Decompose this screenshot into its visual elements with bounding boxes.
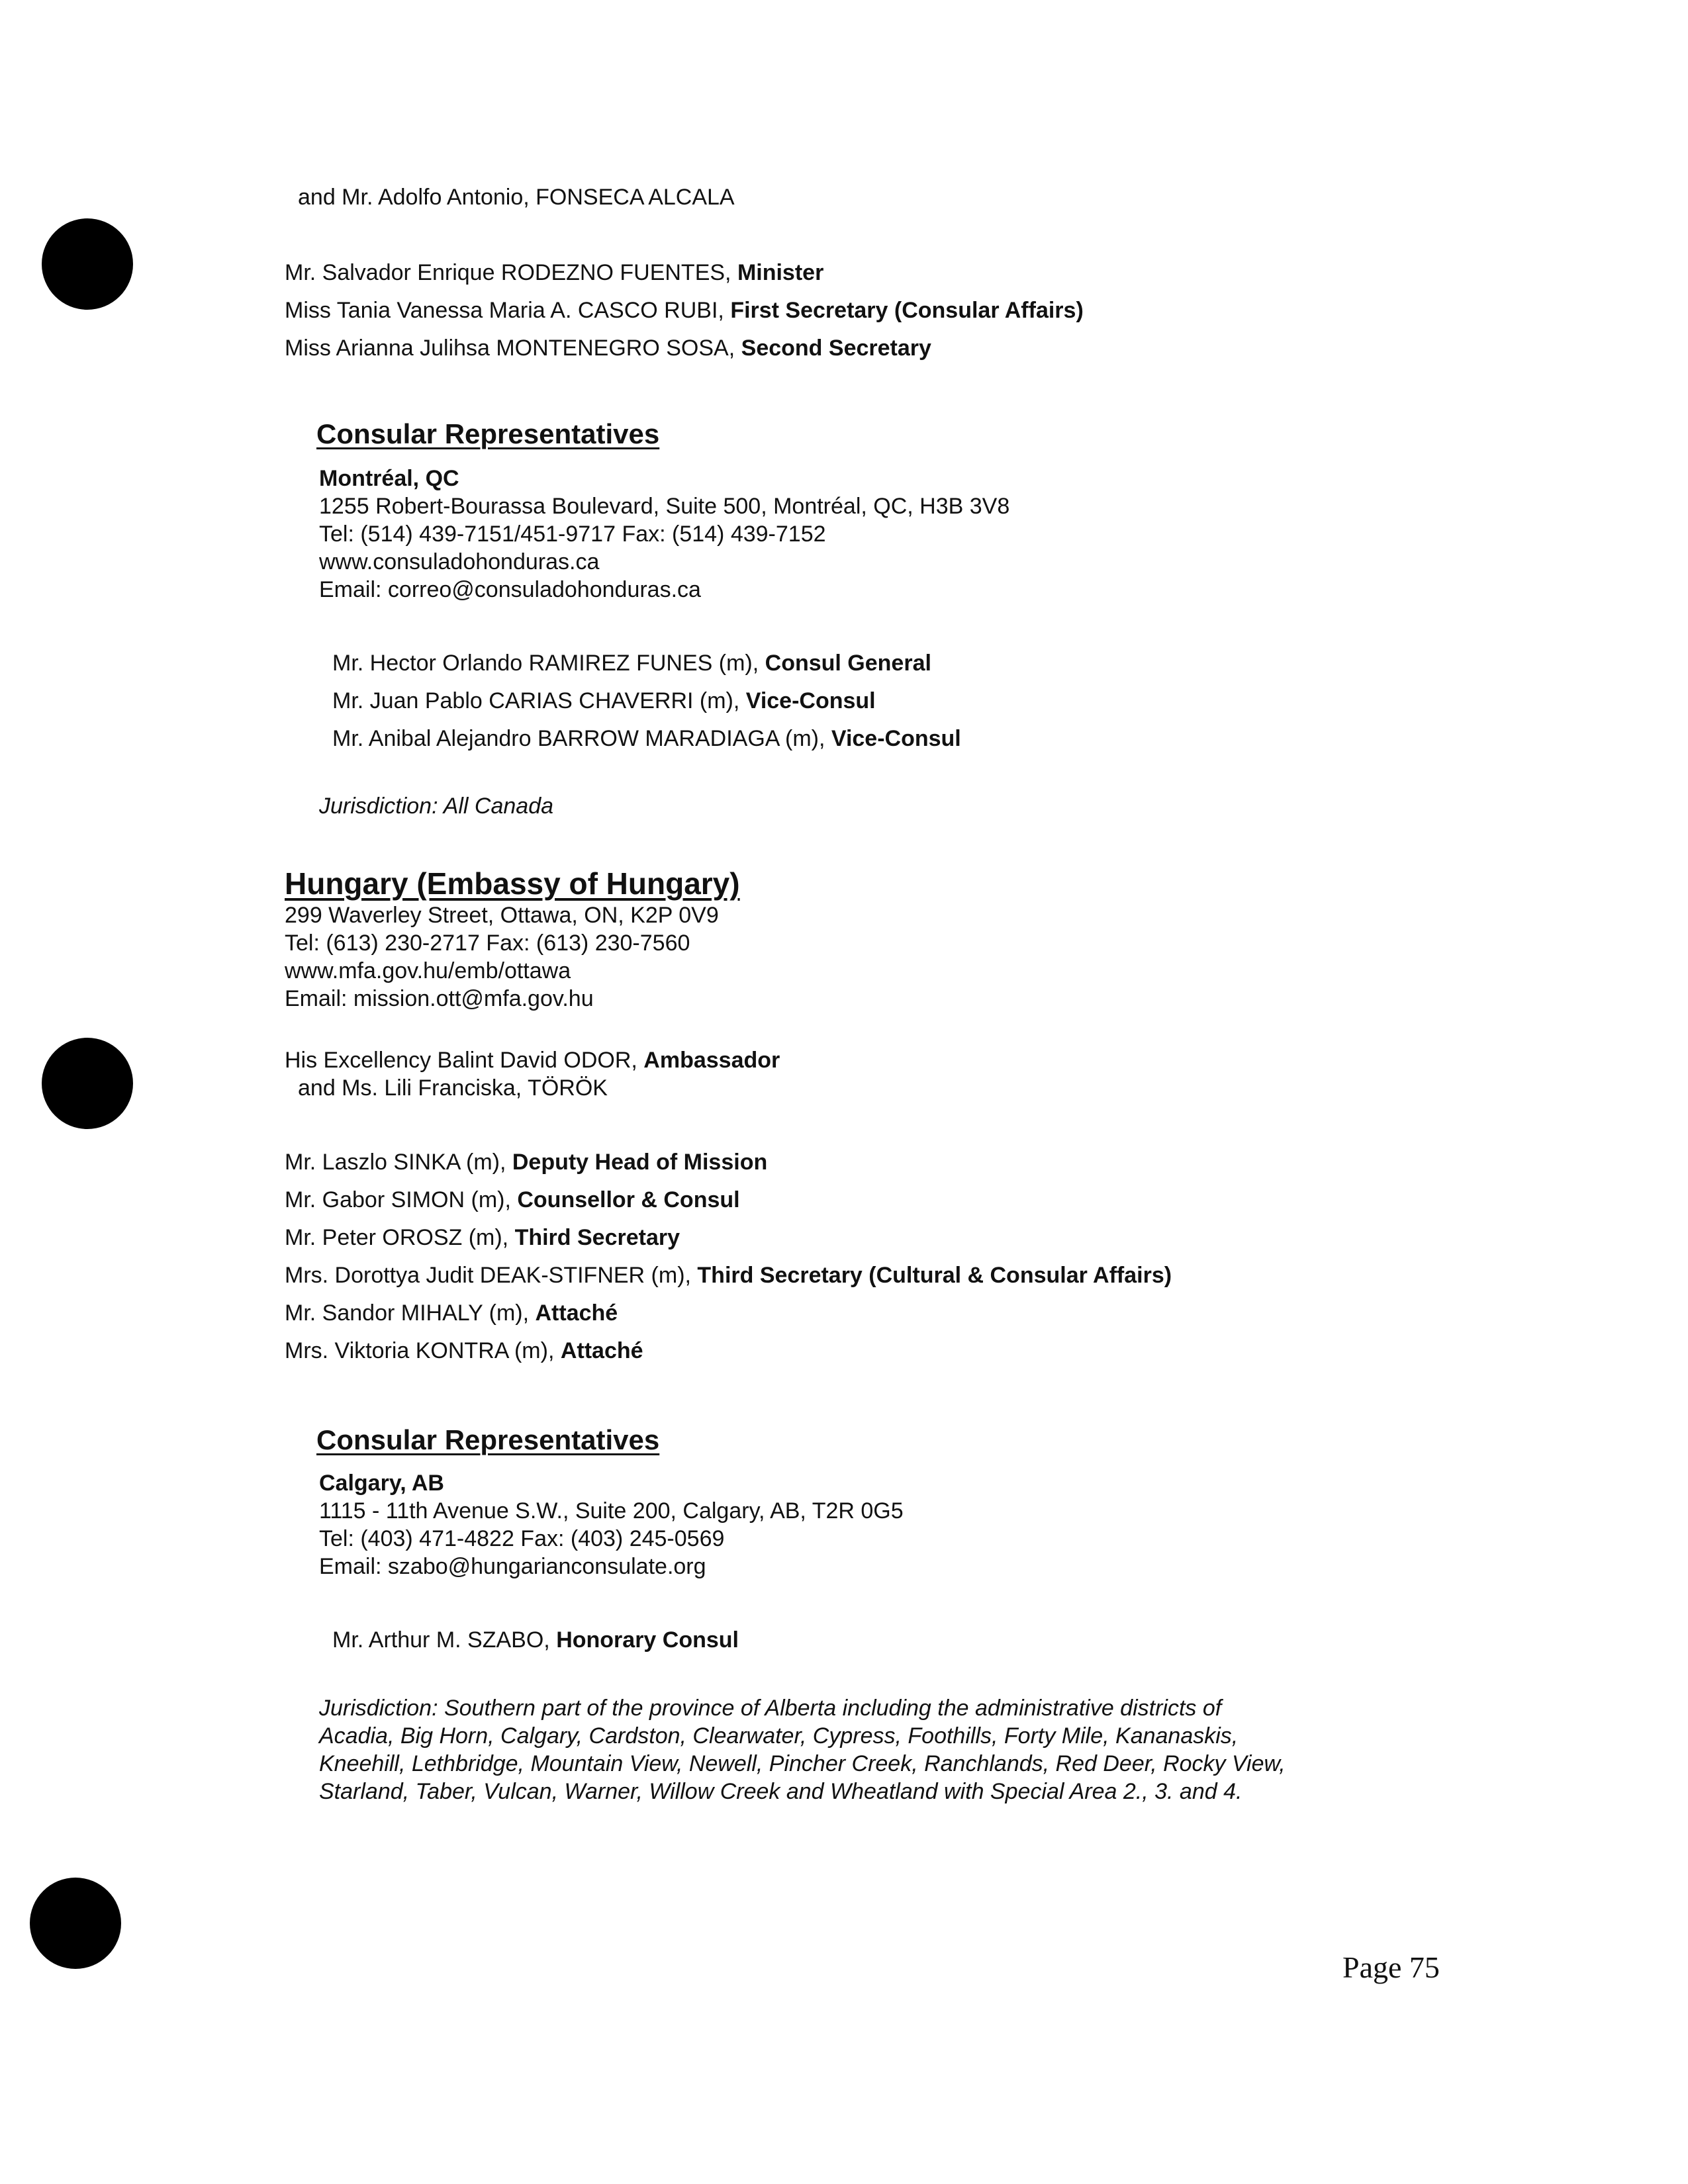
staff-line — [285, 1149, 767, 1175]
staff-name: Mr. Salvador Enrique RODEZNO FUENTES, — [285, 260, 737, 285]
officer-title: Honorary Consul — [556, 1627, 739, 1653]
officer-name: Mr. Juan Pablo CARIAS CHAVERRI (m), — [332, 688, 746, 713]
consulate-email: Email: correo@consuladohonduras.ca — [319, 577, 701, 602]
staff-title: Minister — [737, 260, 824, 285]
consulate-website: www.consuladohonduras.ca — [319, 549, 600, 574]
staff-name: Miss Tania Vanessa Maria A. CASCO RUBI, — [285, 298, 731, 323]
consular-officer — [332, 688, 876, 714]
staff-title: Attaché — [535, 1300, 618, 1326]
officer-name: Mr. Anibal Alejandro BARROW MARADIAGA (m), — [332, 726, 831, 751]
staff-line — [285, 1187, 740, 1213]
staff-title: Second Secretary — [741, 336, 931, 361]
punch-hole-top — [42, 218, 133, 310]
jurisdiction: Jurisdiction: All Canada — [319, 794, 554, 819]
embassy-address: 299 Waverley Street, Ottawa, ON, K2P 0V9 — [285, 903, 719, 928]
jurisdiction-line: Starland, Taber, Vulcan, Warner, Willow Creek and Wheatland with Special Area 2., 3. and 4. — [319, 1779, 1243, 1804]
page-number: Page 75 — [1342, 1950, 1440, 1984]
staff-line — [285, 1300, 618, 1326]
staff-title: Attaché — [560, 1338, 643, 1363]
staff-name: Mrs. Viktoria KONTRA (m), — [285, 1338, 561, 1363]
consular-officer — [332, 725, 961, 752]
staff-name: Mrs. Dorottya Judit DEAK-STIFNER (m), — [285, 1263, 698, 1288]
punch-hole-bottom — [30, 1878, 121, 1969]
officer-title: Consul General — [765, 651, 931, 676]
staff-name: Mr. Gabor SIMON (m), — [285, 1187, 518, 1212]
consulate-email: Email: szabo@hungarianconsulate.org — [319, 1554, 706, 1579]
staff-line — [285, 259, 823, 286]
staff-line — [285, 335, 931, 361]
jurisdiction-line: Kneehill, Lethbridge, Mountain View, Newell, Pincher Creek, Ranchlands, Red Deer, Rocky View, — [319, 1751, 1286, 1776]
punch-hole-middle — [42, 1038, 133, 1129]
consular-officer — [332, 1627, 739, 1653]
staff-line — [285, 1224, 680, 1251]
embassy-email: Email: mission.ott@mfa.gov.hu — [285, 986, 594, 1011]
staff-line — [285, 297, 1084, 324]
staff-title: Third Secretary — [514, 1225, 680, 1250]
jurisdiction-line: Jurisdiction: Southern part of the province of Alberta including the administrative districts of — [319, 1696, 1222, 1721]
staff-title: Third Secretary (Cultural & Consular Affairs) — [697, 1263, 1172, 1288]
staff-name: Mr. Laszlo SINKA (m), — [285, 1150, 512, 1175]
consulate-address: 1255 Robert-Bourassa Boulevard, Suite 500, Montréal, QC, H3B 3V8 — [319, 494, 1010, 519]
spouse-line-honduras: and Mr. Adolfo Antonio, FONSECA ALCALA — [298, 185, 735, 210]
embassy-phone: Tel: (613) 230-2717 Fax: (613) 230-7560 — [285, 931, 690, 956]
consular-heading: Consular Representatives — [316, 1424, 660, 1455]
ambassador-title: Ambassador — [643, 1048, 780, 1073]
officer-name: Mr. Arthur M. SZABO, — [332, 1627, 557, 1653]
embassy-website: www.mfa.gov.hu/emb/ottawa — [285, 958, 571, 983]
consulate-city: Montréal, QC — [319, 466, 459, 491]
country-heading-hungary: Hungary (Embassy of Hungary) — [285, 866, 740, 901]
consulate-phone: Tel: (403) 471-4822 Fax: (403) 245-0569 — [319, 1526, 725, 1551]
consulate-city: Calgary, AB — [319, 1471, 444, 1496]
staff-title: Counsellor & Consul — [517, 1187, 740, 1212]
consular-heading: Consular Representatives — [316, 418, 660, 449]
staff-name: Mr. Peter OROSZ (m), — [285, 1225, 515, 1250]
staff-title: First Secretary (Consular Affairs) — [730, 298, 1084, 323]
officer-title: Vice-Consul — [745, 688, 876, 713]
staff-name: Miss Arianna Julihsa MONTENEGRO SOSA, — [285, 336, 741, 361]
staff-line — [285, 1338, 643, 1364]
ambassador-spouse: and Ms. Lili Franciska, TÖRÖK — [298, 1075, 608, 1101]
consulate-address: 1115 - 11th Avenue S.W., Suite 200, Calgary, AB, T2R 0G5 — [319, 1498, 904, 1524]
staff-name: Mr. Sandor MIHALY (m), — [285, 1300, 536, 1326]
consular-officer — [332, 650, 931, 676]
staff-title: Deputy Head of Mission — [512, 1150, 768, 1175]
officer-name: Mr. Hector Orlando RAMIREZ FUNES (m), — [332, 651, 765, 676]
officer-title: Vice-Consul — [831, 726, 961, 751]
consulate-phone: Tel: (514) 439-7151/451-9717 Fax: (514) 439-7152 — [319, 522, 826, 547]
jurisdiction-line: Acadia, Big Horn, Calgary, Cardston, Clearwater, Cypress, Foothills, Forty Mile, Kananaskis, — [319, 1723, 1239, 1749]
ambassador-name: His Excellency Balint David ODOR, — [285, 1048, 644, 1073]
ambassador-line — [285, 1047, 780, 1073]
staff-line — [285, 1262, 1172, 1289]
